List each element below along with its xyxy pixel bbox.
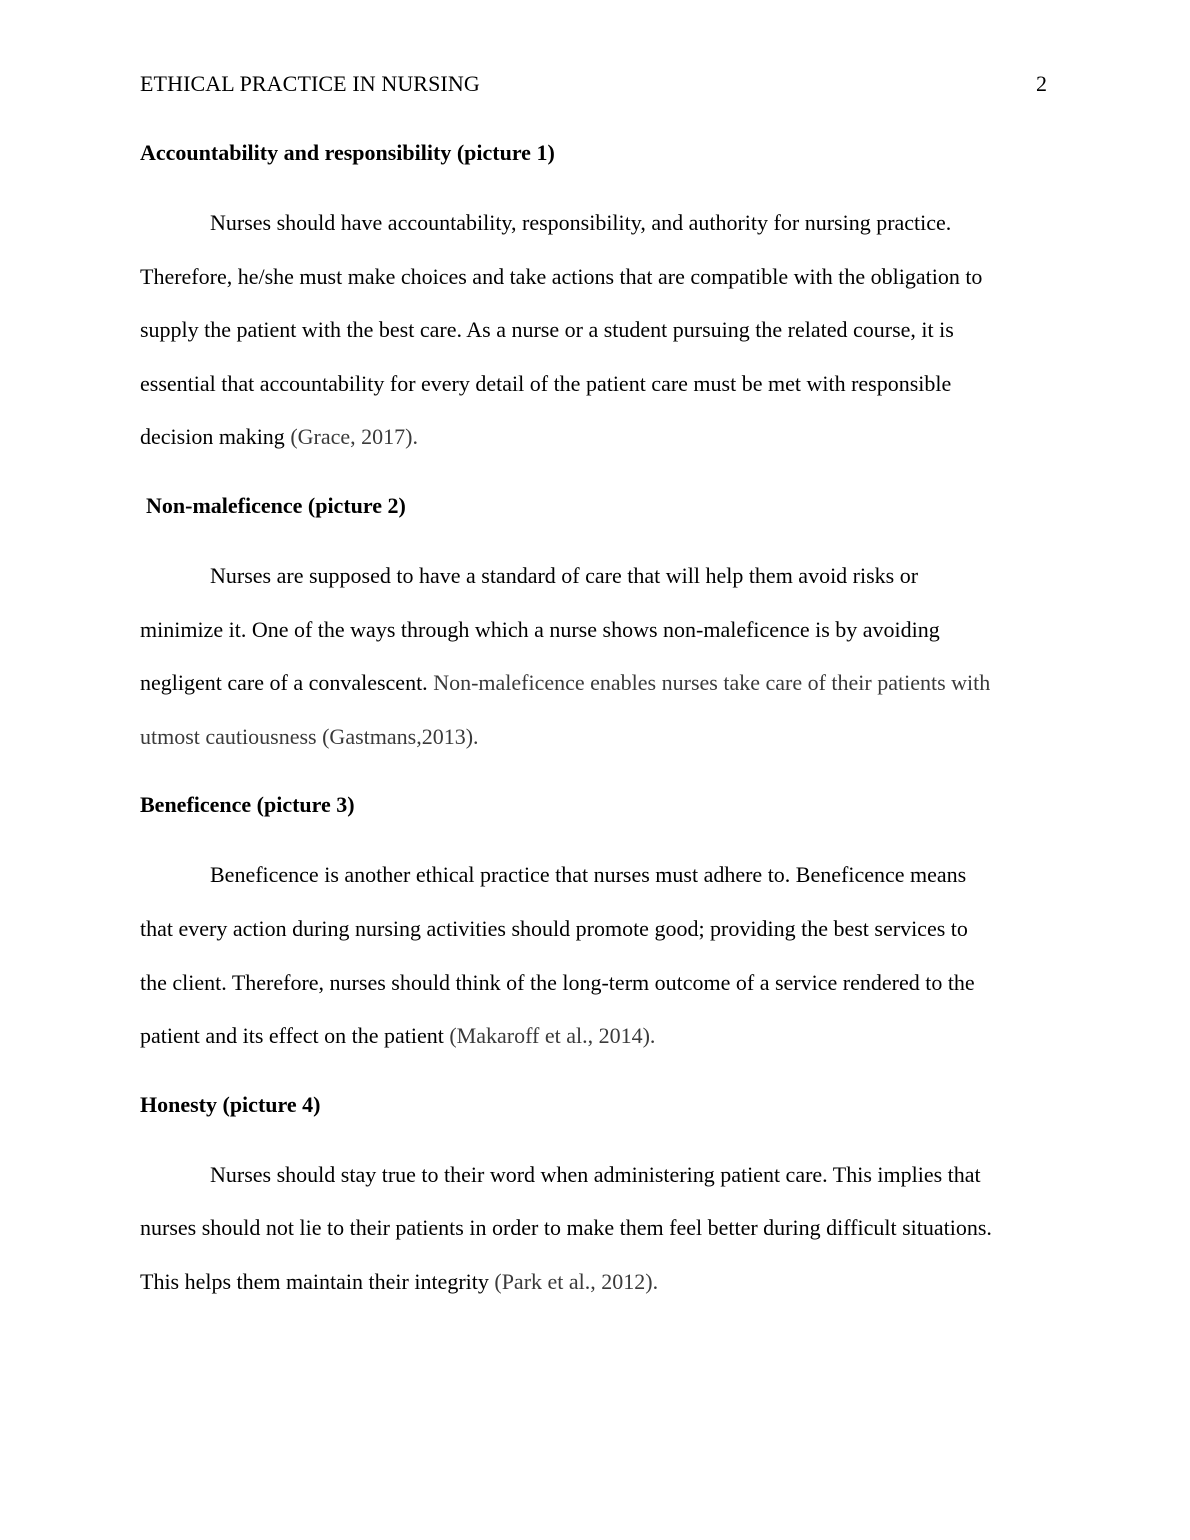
section-heading: Honesty (picture 4) [140, 1091, 321, 1117]
section-beneficence [140, 778, 1050, 1062]
paragraph-line: minimize it. One of the ways through which a nurse shows non-maleficence is by avoiding [140, 616, 940, 642]
paragraph-line: supply the patient with the best care. As a nurse or a student pursuing the related course, it is [140, 317, 954, 343]
citation: (Park et al., 2012). [494, 1268, 659, 1294]
paragraph-text: This helps them maintain their integrity [140, 1268, 495, 1294]
paragraph-line: that every action during nursing activities should promote good; providing the best services to [140, 915, 968, 941]
paragraph-line [140, 656, 1050, 710]
section-honesty [140, 1078, 1050, 1309]
paragraph-line: Therefore, he/she must make choices and take actions that are compatible with the obligation to [140, 263, 983, 289]
paragraph-line: essential that accountability for every detail of the patient care must be met with responsible [140, 370, 952, 396]
document-body [140, 126, 1050, 1324]
paragraph-line: Beneficence is another ethical practice that nurses must adhere to. Beneficence means [210, 862, 967, 888]
paragraph [140, 549, 1050, 763]
paragraph-line: Nurses should have accountability, responsibility, and authority for nursing practice. [210, 210, 952, 235]
paragraph-text: decision making [140, 424, 291, 450]
citation-text: Non-maleficence enables nurses take care of their patients with [433, 670, 991, 696]
running-head: ETHICAL PRACTICE IN NURSING [140, 71, 480, 96]
citation: utmost cautiousness (Gastmans,2013). [140, 723, 479, 749]
section-heading: Non-maleficence (picture 2) [146, 492, 406, 518]
paragraph-line: Nurses are supposed to have a standard of care that will help them avoid risks or [210, 562, 919, 588]
section-accountability [140, 126, 1050, 464]
section-heading: Accountability and responsibility (picture 1) [140, 140, 555, 165]
paragraph-line: Nurses should stay true to their word when administering patient care. This implies that [210, 1161, 981, 1187]
paragraph-line: the client. Therefore, nurses should think of the long-term outcome of a service rendered to the [140, 969, 975, 995]
paragraph [140, 1148, 1050, 1309]
page-number: 2 [1036, 71, 1047, 96]
paragraph-line: nurses should not lie to their patients in order to make them feel better during difficult situations. [140, 1215, 992, 1241]
paragraph-text: patient and its effect on the patient [140, 1023, 450, 1049]
paragraph [140, 196, 1050, 464]
paragraph [140, 848, 1050, 1062]
paragraph-line [140, 410, 1050, 464]
citation: (Makaroff et al., 2014). [449, 1023, 656, 1049]
paragraph-line [140, 1009, 1050, 1063]
section-heading: Beneficence (picture 3) [140, 792, 355, 818]
paragraph-text: negligent care of a convalescent. [140, 670, 434, 696]
citation: (Grace, 2017). [290, 424, 418, 450]
section-non-maleficence [140, 479, 1050, 763]
paragraph-line [140, 1255, 1050, 1309]
